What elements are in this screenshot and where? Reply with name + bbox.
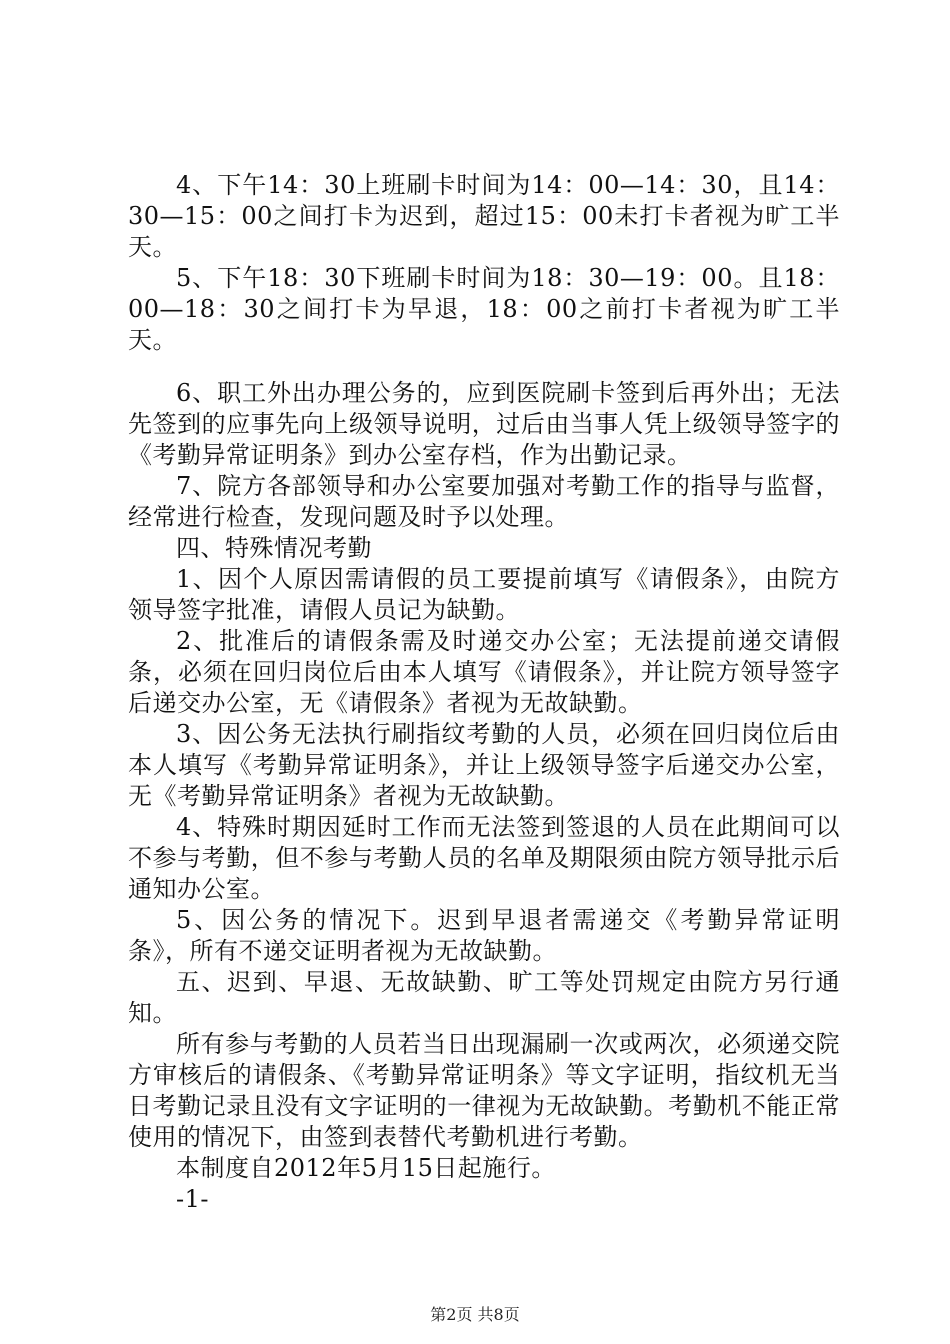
paragraph-gap (128, 356, 840, 378)
page-footer: 第2页 共8页 (430, 1305, 520, 1324)
document-body (128, 170, 840, 1215)
paragraph-effective-date: 本制度自2012年5月15日起施行。 (176, 1154, 556, 1182)
section-penalty-notice: 五、迟到、早退、无故缺勤、旷工等处罚规定由院方另行通知。 (128, 968, 840, 1027)
paragraph-special-3: 3、因公务无法执行刷指纹考勤的人员，必须在回归岗位后由本人填写《考勤异常证明条》，并让上级领导签字后递交办公室，无《考勤异常证明条》者视为无故缺勤。 (128, 720, 840, 810)
section-heading-special-attendance: 四、特殊情况考勤 (176, 534, 372, 562)
paragraph-special-5: 5、因公务的情况下。迟到早退者需递交《考勤异常证明条》，所有不递交证明者视为无故缺勤。 (128, 906, 840, 965)
paragraph-item-6: 6、职工外出办理公务的，应到医院刷卡签到后再外出；无法先签到的应事先向上级领导说明，过后由当事人凭上级领导签字的《考勤异常证明条》到办公室存档，作为出勤记录。 (128, 379, 840, 469)
paragraph-item-4: 4、下午14：30上班刷卡时间为14：00—14：30，且14：30—15：00之间打卡为迟到，超过15：00未打卡者视为旷工半天。 (128, 171, 840, 261)
paragraph-special-2: 2、批准后的请假条需及时递交办公室；无法提前递交请假条，必须在回归岗位后由本人填写《请假条》，并让院方领导签字后递交办公室，无《请假条》者视为无故缺勤。 (128, 627, 840, 717)
paragraph-missed-punch: 所有参与考勤的人员若当日出现漏刷一次或两次，必须递交院方审核后的请假条、《考勤异常证明条》等文字证明，指纹机无当日考勤记录且没有文字证明的一律视为无故缺勤。考勤机不能正常使用的情况下，由签到表替代考勤机进行考勤。 (128, 1030, 840, 1151)
paragraph-special-4: 4、特殊时期因延时工作而无法签到签退的人员在此期间可以不参与考勤，但不参与考勤人员的名单及期限须由院方领导批示后通知办公室。 (128, 813, 840, 903)
paragraph-item-7: 7、院方各部领导和办公室要加强对考勤工作的指导与监督，经常进行检查，发现问题及时予以处理。 (128, 472, 840, 531)
inner-page-number: -1- (176, 1185, 209, 1213)
paragraph-item-5: 5、下午18：30下班刷卡时间为18：30—19：00。且18：00—18：30之间打卡为早退，18：00之前打卡者视为旷工半天。 (128, 264, 840, 354)
paragraph-special-1: 1、因个人原因需请假的员工要提前填写《请假条》，由院方领导签字批准，请假人员记为缺勤。 (128, 565, 840, 624)
